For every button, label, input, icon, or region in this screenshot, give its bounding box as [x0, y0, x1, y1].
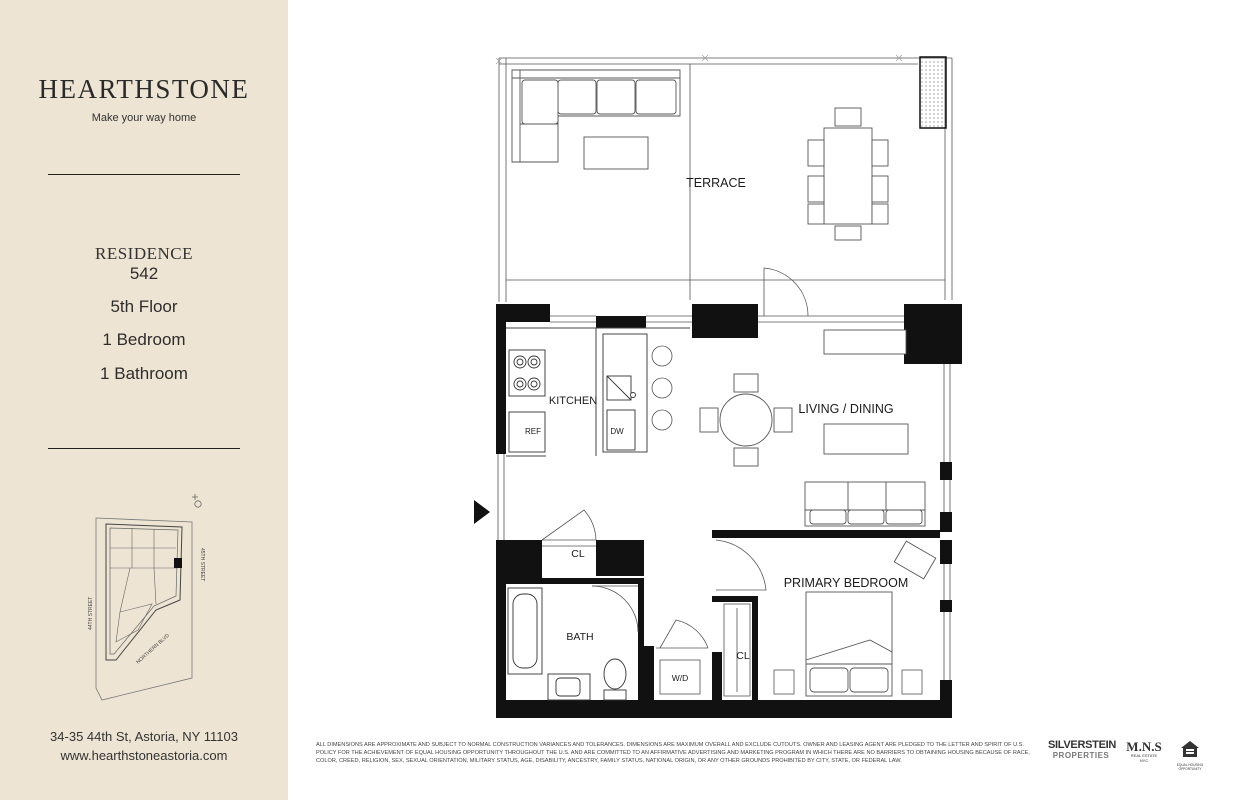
mns-logo-sub1: REAL ESTATE [1130, 753, 1158, 758]
nightstand-icon [774, 670, 794, 694]
north-arrow-icon [192, 494, 201, 507]
mns-logo [1124, 740, 1164, 763]
armchair-icon [894, 541, 935, 579]
mns-logo-title: M.N.S [1126, 739, 1162, 754]
bathtub-icon [508, 588, 542, 674]
silverstein-logo [1048, 739, 1117, 761]
street-45th: 45TH STREET [199, 548, 205, 582]
room-label-kitchen: KITCHEN [548, 395, 598, 407]
brand-tagline: Make your way home [91, 112, 197, 124]
equal-housing-logo [1176, 740, 1204, 771]
room-label-primary-bedroom: PRIMARY BEDROOM [783, 576, 909, 590]
fixture-label-wd: W/D [671, 673, 689, 683]
kitchen-island [603, 334, 647, 452]
equal-housing-icon [1180, 740, 1200, 758]
divider-top [48, 174, 240, 175]
coffee-table-icon [584, 137, 648, 169]
entry-arrow-icon [474, 500, 490, 524]
cooktop-icon [509, 350, 545, 396]
media-console-icon [824, 330, 906, 354]
bathroom-info: 1 Bathroom [100, 364, 188, 383]
bed-icon [806, 592, 892, 696]
bedroom-info: 1 Bedroom [102, 330, 186, 349]
toilet-icon [604, 659, 626, 700]
outdoor-dining-set-icon [808, 108, 888, 240]
residence-number: 542 [129, 264, 159, 283]
residence-label: RESIDENCE [95, 244, 193, 263]
room-label-closet-hall: CL [571, 548, 585, 560]
room-label-bath: BATH [566, 631, 594, 643]
nightstand-icon [902, 670, 922, 694]
bar-stools-icon [652, 346, 672, 430]
brand-logo: HEARTHSTONE [38, 74, 250, 104]
terrace-posts [496, 55, 902, 64]
fixture-label-ref: REF [525, 427, 541, 436]
address: 34-35 44th St, Astoria, NY 11103 [50, 729, 238, 744]
silverstein-logo-line2: PROPERTIES [1052, 751, 1110, 760]
room-label-terrace: TERRACE [686, 176, 746, 190]
bath-door-icon[interactable] [592, 586, 638, 632]
street-44th: 44TH STREET [88, 596, 94, 630]
hall-closet [542, 510, 596, 546]
key-plan [80, 492, 220, 717]
planter-icon [920, 57, 946, 128]
terrace-door-icon[interactable] [764, 268, 808, 316]
fixture-label-dw: DW [610, 427, 624, 436]
living-coffee-table-icon [824, 424, 908, 454]
mns-logo-sub2: NYC [1139, 758, 1149, 763]
divider-bottom [48, 448, 240, 449]
legal-disclaimer: ALL DIMENSIONS ARE APPROXIMATE AND SUBJECT TO NORMAL CONSTRUCTION VARIANCES AND TOLERANCES. DIMENSIONS ARE MAXIMUM OVERALL AND EXCLUDE CUTOUTS. OWNER AND LEASING AGENT ARE PLEDGED TO THE LETTER AND SPIRIT OF U.S. POLICY FOR THE ACHIEVEMENT OF EQUAL HOUSING OPPORTUNITY THROUGHOUT THE U.S. AND ARE COMMITTED TO AN AFFIRMATIVE ADVERTISING AND MARKETING PROGRAM IN WHICH THERE ARE NO BARRIERS TO OBTAINING HOUSING BECAUSE OF RACE, COLOR, CREED, RELIGION, SEX, SEXUAL ORIENTATION, MILITARY STATUS, AGE, DISABILITY, ANCESTRY, FAMILY STATUS, NATIONAL ORIGIN, OR ANY OTHER GROUNDS PROHIBITED BY CITY, STATE, OR FEDERAL LAW. [316, 742, 1030, 765]
unit-highlight [174, 558, 182, 568]
info-sidebar [0, 0, 288, 800]
equal-housing-caption: EQUAL HOUSING OPPORTUNITY [1176, 763, 1204, 771]
website-link[interactable]: www.hearthstoneastoria.com [60, 748, 228, 763]
room-label-living-dining: LIVING / DINING [798, 402, 894, 416]
sofa-icon [805, 482, 925, 526]
floor-plan [288, 0, 1236, 730]
dining-set-icon [700, 374, 792, 466]
floor-info: 5th Floor [110, 297, 178, 316]
vanity-icon [548, 674, 590, 700]
refrigerator-icon [509, 412, 545, 452]
room-label-closet-bedroom: CL [736, 650, 750, 662]
street-northern: NORTHERN BLVD [135, 632, 171, 666]
silverstein-logo-line1: SILVERSTEIN [1048, 739, 1117, 751]
bedroom-door-icon[interactable] [716, 540, 766, 590]
